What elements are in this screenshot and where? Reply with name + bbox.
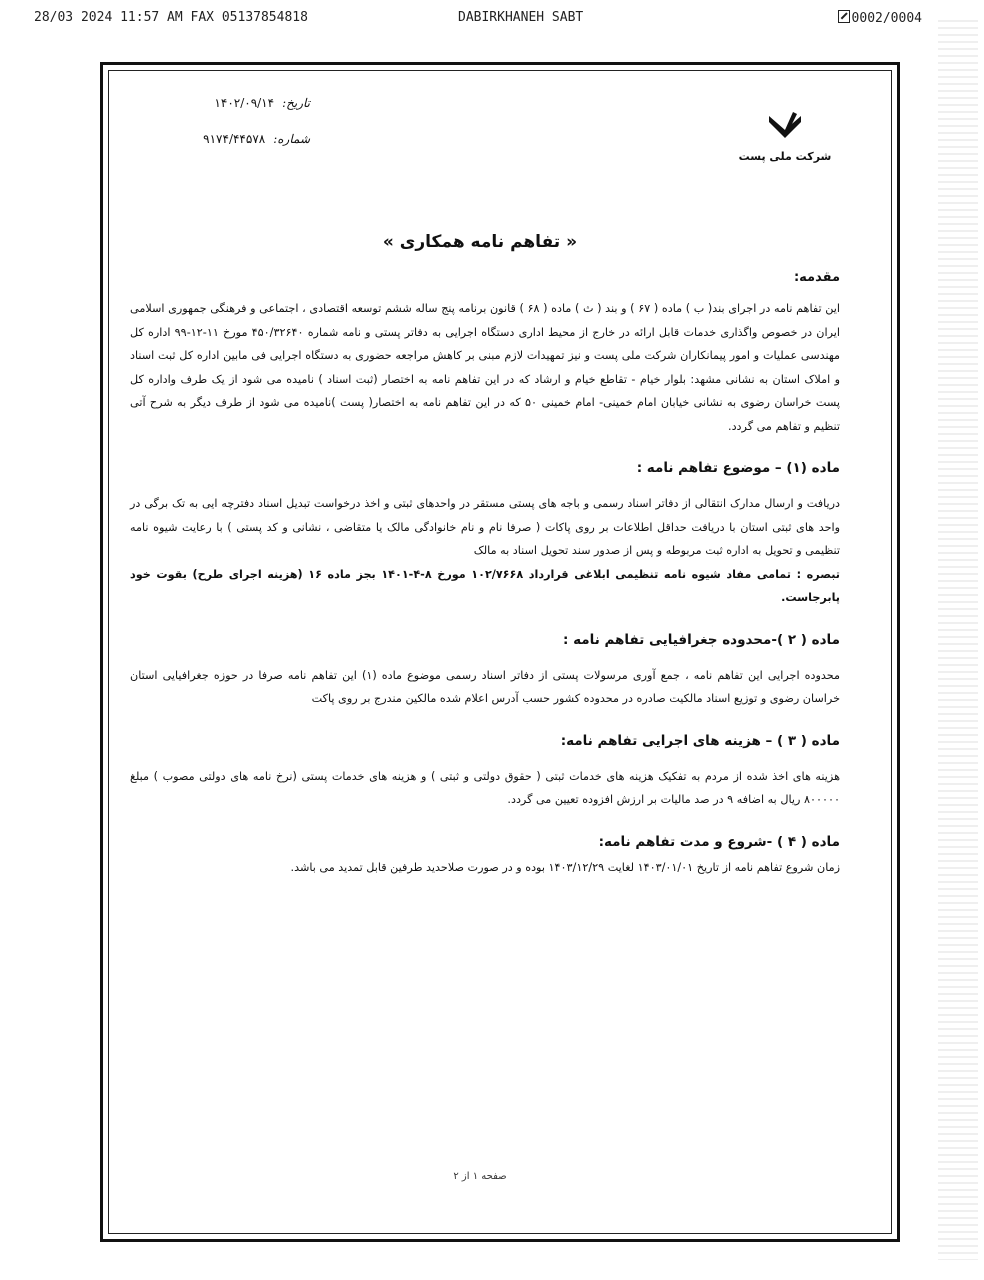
intro-paragraph: این تفاهم نامه در اجرای بند( ب ) ماده ( ۶۷ ) و بند ( ث ) ماده ( ۶۸ ) قانون برنامه پنج ساله ششم توسعه اقتصادی ، اجتماعی و فرهنگی جمهوری اسلامی ایران در خصوص واگذاری خدمات قابل ارائه در خارج از محیط اداری دستگاه اجرایی به دفاتر پستی و نامه شماره ۴۵۰/۳۲۶۴۰ مورخ ۱۱-۱۲-۹۹ اداره کل مهندسی عملیات و امور پیمانکاران شرکت ملی پست و نیز تمهیدات لازم مبنی بر کاهش مراجعه حضوری به دستگاه اجرایی فی مابین اداره کل ثبت اسناد و املاک استان به نشانی مشهد: بلوار خیام - تقاطع خیام و ارشاد که در این تفاهم نامه به اختصار (ثبت اسناد ) نامیده می شود از یک طرف واداره کل پست خراسان رضوی به نشانی خیابان امام خمینی- امام خمینی ۵۰ که در این تفاهم نامه به اختصار( پست )نامیده می شود از طرف دیگر به شرح آتی تنظیم و تفاهم می گردد. — [130, 302, 840, 433]
scan-edge-noise — [938, 20, 978, 1260]
section-title: ماده ( ۳ ) – هزینه های اجرایی تفاهم نامه: — [560, 732, 840, 749]
document-content — [130, 270, 840, 879]
section-paragraph: محدوده اجرایی این تفاهم نامه ، جمع آوری مرسولات پستی از دفاتر اسناد رسمی موضوع ماده (۱) این تفاهم نامه صرفا در حوزه جغرافیایی استان خراسان رضوی و توزیع اسناد مالکیت صادره در محدوده کشور حسب آدرس اعلام شده مالکین مندرج بر روی پاکت — [130, 668, 840, 705]
page-icon — [838, 10, 850, 23]
section-title: ماده ( ۲ )-محدوده جغرافیایی تفاهم نامه : — [562, 631, 840, 648]
date-row — [170, 96, 310, 110]
page-footer: صفحه ۱ از ۲ — [453, 1171, 507, 1182]
date-label: تاریخ: — [282, 96, 310, 110]
fax-sender: DABIRKHANEH SABT — [458, 10, 584, 25]
section-4 — [130, 834, 840, 880]
fax-header — [0, 8, 984, 30]
document-title: « تفاهم نامه همکاری » — [382, 232, 578, 252]
note-paragraph: تبصره : تمامی مفاد شیوه نامه تنظیمی ابلاغی قرارداد ۱۰۲/۷۶۶۸ مورخ ۸-۴-۱۴۰۱ بجز ماده ۱۶ (هزینه اجرای طرح) بقوت خود پابرجاست. — [130, 567, 840, 604]
fax-page-number: 0002/0004 — [851, 11, 922, 26]
section-title: ماده (۱) – موضوع تفاهم نامه : — [636, 460, 840, 476]
date-value: ۱۴۰۲/۰۹/۱۴ — [214, 96, 275, 110]
section-paragraph: زمان شروع تفاهم نامه از تاریخ ۱۴۰۳/۰۱/۰۱ لغایت ۱۴۰۳/۱۲/۲۹ بوده و در صورت صلاحدید طرفین قابل تمدید می باشد. — [290, 860, 840, 874]
company-name: شرکت ملی پست — [738, 150, 832, 163]
section-2 — [130, 632, 840, 711]
section-paragraph: هزینه های اخذ شده از مردم به تفکیک هزینه های خدمات ثبتی ( حقوق دولتی و ثبتی ) و هزینه های خدمات پستی (نرخ نامه های دولتی مصوب ) مبلغ ۸۰۰۰۰۰ ریال به اضافه ۹ در صد مالیات بر ارزش افزوده تعیین می گردد. — [130, 769, 840, 806]
number-value: ۹۱۷۴/۴۴۵۷۸ — [203, 132, 266, 146]
section-1 — [130, 460, 840, 610]
letter-meta — [170, 96, 310, 168]
fax-timestamp-line: 28/03 2024 11:57 AM FAX 05137854818 — [34, 10, 308, 25]
number-label: شماره: — [273, 132, 310, 146]
section-3 — [130, 733, 840, 812]
intro-label: مقدمه: — [793, 270, 840, 285]
company-logo — [730, 108, 840, 163]
national-post-logo-icon — [763, 108, 807, 148]
document-body — [120, 84, 840, 1224]
section-title: ماده ( ۴ ) -شروع و مدت تفاهم نامه: — [598, 833, 840, 850]
number-row — [170, 132, 310, 146]
fax-page-counter — [838, 10, 922, 26]
section-paragraph: دریافت و ارسال مدارک انتقالی از دفاتر اسناد رسمی و باجه های پستی مستقر در واحدهای ثبتی و اخذ درخواست تبدیل اسناد دفترچه ایی به تک برگی در واحد های ثبتی استان با دریافت حداقل اطلاعات بر روی پاکات ( صرفا نام و نام خانوادگی مالک یا متقاضی ، نشانی و کد پستی ) با رعایت شیوه نامه تنظیمی و تحویل به اداره ثبت مربوطه و پس از صدور سند تحویل اسناد به مالک — [130, 497, 840, 557]
